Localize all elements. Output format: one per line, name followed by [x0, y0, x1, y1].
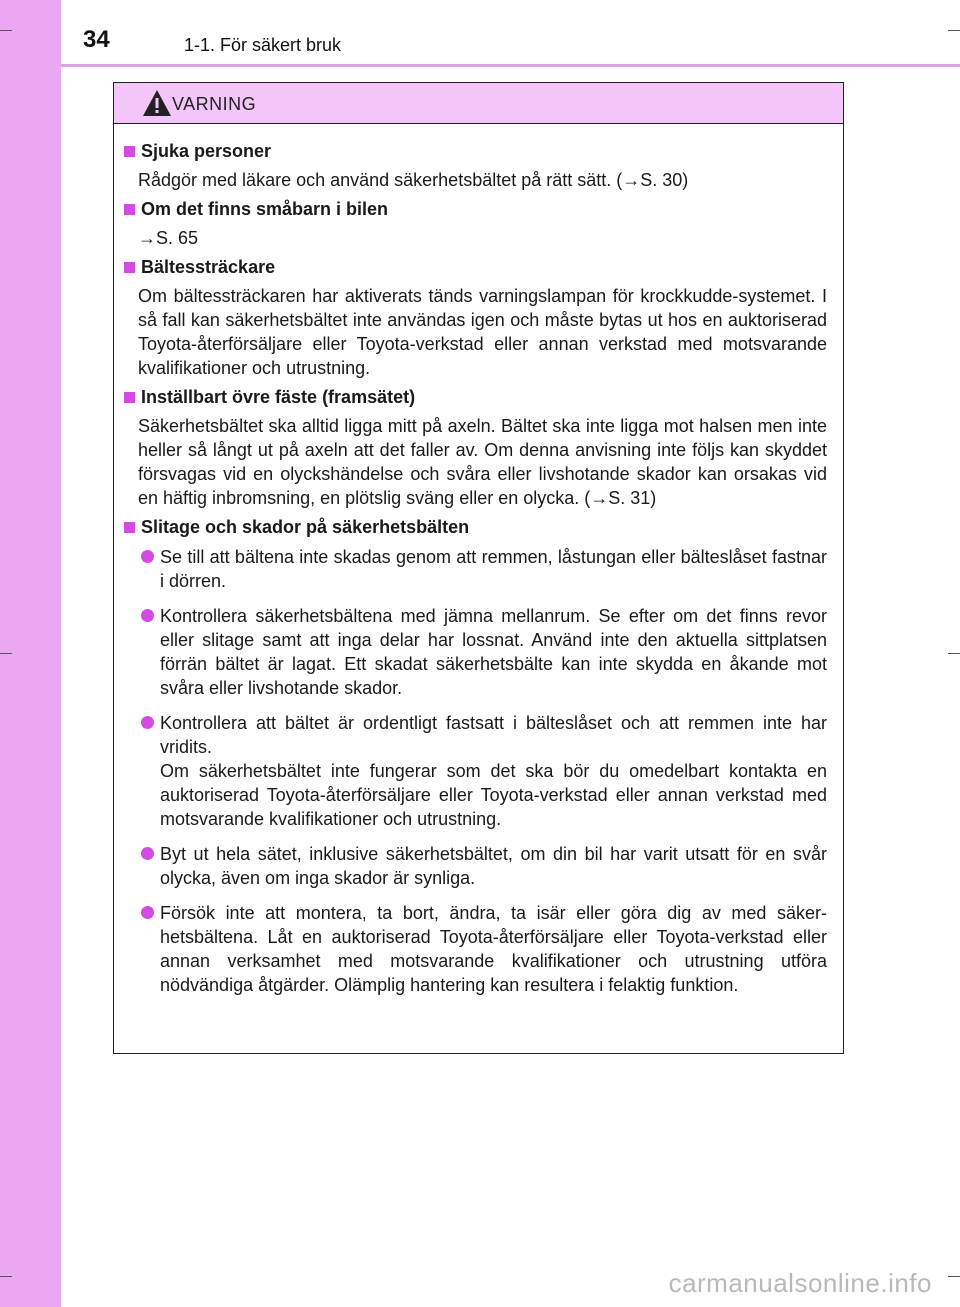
watermark: carmanualsonline.info: [668, 1268, 932, 1298]
square-bullet-icon: [124, 392, 135, 403]
crop-mark: [0, 1276, 12, 1277]
page-number: 34: [83, 26, 110, 53]
warning-item-adjustable-anchor: [124, 385, 827, 510]
square-bullet-icon: [124, 262, 135, 273]
warning-header: [114, 83, 843, 124]
crop-mark: [0, 653, 12, 654]
item-title: Bältessträckare: [141, 257, 276, 277]
list-item: Byt ut hela sätet, inklusive säkerhetsbältet, om din bil har varit utsatt för en svår olycka, även om inga skador är synliga.: [124, 842, 827, 890]
item-title: Sjuka personer: [141, 141, 272, 161]
item-text: Rådgör med läkare och använd säkerhetsbältet på rätt sätt. (→S. 30): [138, 170, 689, 190]
page-header: [61, 0, 960, 66]
circle-bullet-icon: [141, 906, 154, 919]
list-item: Försök inte att montera, ta bort, ändra, ta isär eller göra dig av med säker-hetsbältena. Låt en auktoriserad Toyota-återförsäljare eller Toyota-verkstad eller annan verksamhet med motsvarande kvalifikationer och utrustning utföra nödvändiga åtgärder. Olämplig hantering kan resultera i felaktig funktion.: [124, 901, 827, 997]
list-item: Kontrollera säkerhetsbältena med jämna mellanrum. Se efter om det finns revor eller slitage samt att inga delar har lossnat. Använd inte den aktuella sittplatsen förrän bältet är lagat. Ett skadat säkerhetsbälte kan inte skydda en åkande mot svåra eller livshotande skador.: [124, 604, 827, 700]
header-divider: [61, 64, 960, 67]
warning-item-pretensioners: [124, 255, 827, 380]
item-title: Om det finns småbarn i bilen: [141, 199, 389, 219]
crop-mark: [948, 653, 960, 654]
circle-bullet-icon: [141, 550, 154, 563]
circle-bullet-icon: [141, 609, 154, 622]
item-title: Inställbart övre fäste (framsätet): [141, 387, 416, 407]
item-text: Säkerhetsbältet ska alltid ligga mitt på axeln. Bältet ska inte ligga mot halsen men inte heller så långt ut på axeln att det faller av. Om denna anvisning inte följs kan skyddet försvagas vid en olyckshändelse och svåra eller livshotande skador kan orsakas vid en häftig inbromsning, en plötslig sväng eller en olycka. (→S. 31): [138, 416, 827, 508]
crop-mark: [948, 1276, 960, 1277]
warning-box: [113, 82, 844, 1054]
list-item: Kontrollera att bältet är ordentligt fastsatt i bälteslåset och att remmen inte har vridits. Om säkerhetsbältet inte fungerar som det ska bör du omedelbart kontakta en auktoriserad Toyota-återförsäljare eller Toyota-verkstad eller annan verkstad med motsvarande kvalifikationer och utrustning.: [124, 711, 827, 831]
bullet-list: [124, 545, 827, 997]
circle-bullet-icon: [141, 847, 154, 860]
square-bullet-icon: [124, 522, 135, 533]
circle-bullet-icon: [141, 716, 154, 729]
list-item: Se till att bältena inte skadas genom att remmen, låstungan eller bälteslåset fastnar i dörren.: [124, 545, 827, 593]
item-text: Om bältessträckaren har aktiverats tänds varningslampan för krockkudde-systemet. I så fall kan säkerhetsbältet inte användas igen och måste bytas ut hos en auktoriserad Toyota-återförsäljare eller Toyota-verkstad eller annan verkstad med motsvarande kvalifikationer och utrustning.: [138, 286, 827, 378]
section-title: 1-1. För säkert bruk: [184, 35, 342, 55]
square-bullet-icon: [124, 146, 135, 157]
warning-item-belt-damage: [124, 515, 827, 997]
crop-mark: [0, 30, 12, 31]
warning-item-small-children: [124, 197, 827, 250]
warning-item-sick-persons: [124, 139, 827, 192]
warning-triangle-icon: [142, 89, 172, 117]
item-text: →S. 65: [138, 228, 199, 248]
warning-label: VARNING: [172, 94, 257, 114]
item-title: Slitage och skador på säkerhetsbälten: [141, 517, 470, 537]
square-bullet-icon: [124, 204, 135, 215]
warning-body: [114, 124, 843, 997]
